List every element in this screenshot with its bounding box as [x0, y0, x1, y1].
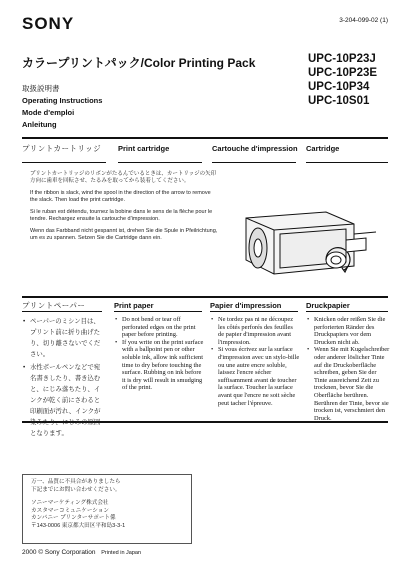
paper-heading-de: Druckpapier [306, 301, 350, 310]
section-divider [22, 162, 106, 163]
cartridge-heading-jp: プリントカートリッジ [22, 144, 102, 153]
list-item: • If you write on the print surface with a ballpoint pen or other soluble ink, allow ink sufficient time to dry before touching the surface. Rubbing on ink before it is dry will result in smudging of the print. [122, 339, 204, 392]
cartridge-text-en: If the ribbon is slack, wind the spool in the direction of the arrow to remove the slack. Then load the print cartridge. [30, 190, 211, 203]
page-title: カラープリントパック/Color Printing Pack [22, 56, 256, 70]
contact-line: 万一、品質に不具合がありましたら [31, 479, 121, 485]
print-cartridge-illustration [226, 196, 386, 286]
paper-notes-de [306, 316, 390, 422]
contact-line: カスタマーコミュニケーション [31, 507, 109, 514]
cartridge-text-jp: プリントカートリッジのリボンがたるんでいるときは、カートリッジの矢印方向に歯車を回転させ、たるみを取ってから装着してください。 [30, 171, 217, 184]
section-divider [210, 311, 298, 312]
paper-notes-fr [210, 316, 300, 407]
contact-line: カンパニー プリンターサポート係 [31, 515, 116, 521]
model-number: UPC-10P23E [308, 67, 378, 79]
section-divider [114, 311, 202, 312]
cartridge-heading-fr: Cartouche d'impression [212, 144, 298, 153]
contact-line: 下記までにお問い合わせください。 [31, 486, 121, 493]
contact-box [22, 474, 192, 544]
footer [22, 549, 141, 556]
list-item: • 水性ボールペンなどで宛名書きしたり、書き込むと、にじみ落ちたり、インクが乾く前にさわると印刷面が汚れ、インクが染みたり、にじみの原因となります。 [30, 362, 102, 439]
subtitle-en: Operating Instructions [22, 96, 103, 105]
cartridge-heading-de: Cartridge [306, 144, 340, 153]
section-divider [22, 311, 102, 312]
model-number: UPC-10P34 [308, 81, 370, 93]
list-item: • Ne tordez pas ni ne découpez les côtés perforés des feuilles de papier d'impression avant l'impression. [218, 316, 300, 346]
subtitle-de: Anleitung [22, 120, 57, 129]
model-number: UPC-10P23J [308, 53, 376, 65]
section-divider [118, 162, 202, 163]
paper-heading-jp: プリントペーパー [22, 301, 86, 310]
section-divider [22, 137, 388, 139]
cartridge-heading-en: Print cartridge [118, 144, 170, 153]
list-item: • Wenn Sie mit Kugelschreiber oder anderer löslicher Tinte auf die Druckoberfläche schreiben, geben Sie der Tinte ausreichend Zeit zu trocknen, bevor Sie die Oberfläche berühren. Berühren der Tinte, bevor sie trocken ist, verschmiert den Druck. [314, 346, 390, 422]
paper-notes-jp [22, 316, 102, 439]
printed-in: Printed in Japan [101, 550, 142, 556]
cartridge-text-de: Wenn das Farbband nicht gespannt ist, drehen Sie die Spule in Pfeilrichtung, um es zu spannen. Setzen Sie die Cartridge dann ein. [30, 228, 218, 241]
model-number: UPC-10S01 [308, 95, 370, 107]
paper-heading-en: Print paper [114, 301, 154, 310]
model-list [308, 52, 377, 108]
subtitle-jp: 取扱説明書 [22, 84, 60, 93]
cartridge-instructions [30, 171, 218, 242]
section-divider [212, 162, 296, 163]
list-item: • Do not bend or tear off perforated edges on the print paper before printing. [122, 316, 204, 339]
list-item: • Knicken oder reißen Sie die perforierten Ränder des Druckpapiers vor dem Drucken nicht ab. [314, 316, 390, 346]
paper-heading-fr: Papier d'impression [210, 301, 282, 310]
list-item: • ペーパーのミシン目は、プリント前に折り曲げたり、切り離さないでください。 [30, 316, 102, 360]
paper-notes-en [114, 316, 204, 392]
contact-line: ソニーマーケティング株式会社 [31, 500, 109, 506]
document-subtitles [22, 83, 102, 131]
section-divider [306, 311, 388, 312]
copyright: 2000 © Sony Corporation [22, 549, 96, 556]
subtitle-fr: Mode d'emploi [22, 108, 75, 117]
list-item: • Si vous écrivez sur la surface d'impression avec un stylo-bille ou une autre encre soluble, laissez l'encre sécher suffisamment avant de toucher la surface. Toucher la surface avant que l'encre ne soit sèche peut tacher l'épreuve. [218, 346, 300, 407]
cartridge-text-fr: Si le ruban est détendu, tournez la bobine dans le sens de la flèche pour le tendre. Rechargez ensuite la cartouche d'impression. [30, 209, 213, 222]
section-divider [306, 162, 388, 163]
part-number: 3-204-099-02 (1) [339, 17, 388, 24]
contact-line: 〒143-0006 東京都大田区平和島3-3-1 [31, 522, 126, 529]
sony-logo: SONY [22, 14, 75, 33]
section-divider [22, 296, 388, 298]
